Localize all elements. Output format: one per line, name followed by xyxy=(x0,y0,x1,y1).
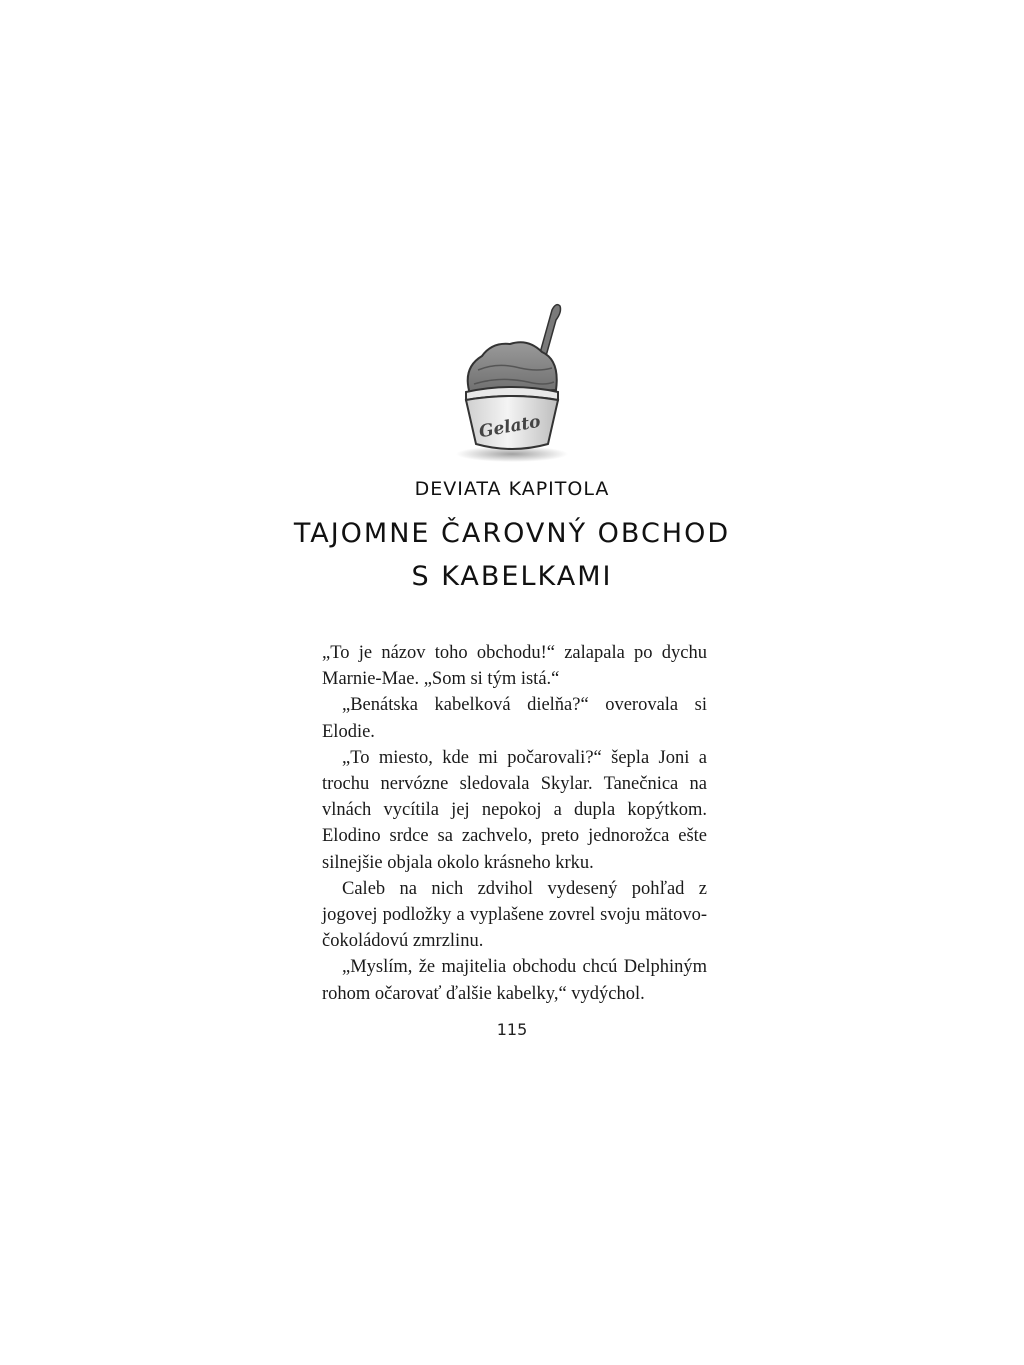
paragraph: „Myslím, že majitelia obchodu chcú Delphiným rohom očarovať ďalšie kabelky,“ vydýchol. xyxy=(322,957,707,1004)
chapter-title xyxy=(0,512,1024,598)
paragraph: „Benátska kabelková dielňa?“ overovala si Elodie. xyxy=(322,695,707,742)
chapter-label: DEVIATA KAPITOLA xyxy=(414,478,610,500)
body-text xyxy=(322,640,707,1007)
paragraph: Caleb na nich zdvihol vydesený pohľad z jogovej podložky a vyplašene zovrel svoju mätovo-čokoládovú zmrzlinu. xyxy=(322,878,707,952)
gelato-cup-icon xyxy=(448,298,576,466)
chapter-title-line-1: TAJOMNE ČAROVNÝ OBCHOD xyxy=(293,518,731,549)
page-number: 115 xyxy=(496,1020,528,1039)
chapter-title-line-2: S KABELKAMI xyxy=(411,561,613,592)
paragraph: „To je názov toho obchodu!“ zalapala po dychu Marnie-Mae. „Som si tým istá.“ xyxy=(322,643,707,690)
paragraph: „To miesto, kde mi počarovali?“ šepla Joni a trochu nervózne sledovala Skylar. Tanečnica na vlnách vycítila jej nepokoj a dupla kopýtkom. Elodino srdce sa zachvelo, preto jednorožca ešte silnejšie objala okolo krásneho krku. xyxy=(322,747,707,873)
gelato-label: Gelato xyxy=(477,411,543,443)
